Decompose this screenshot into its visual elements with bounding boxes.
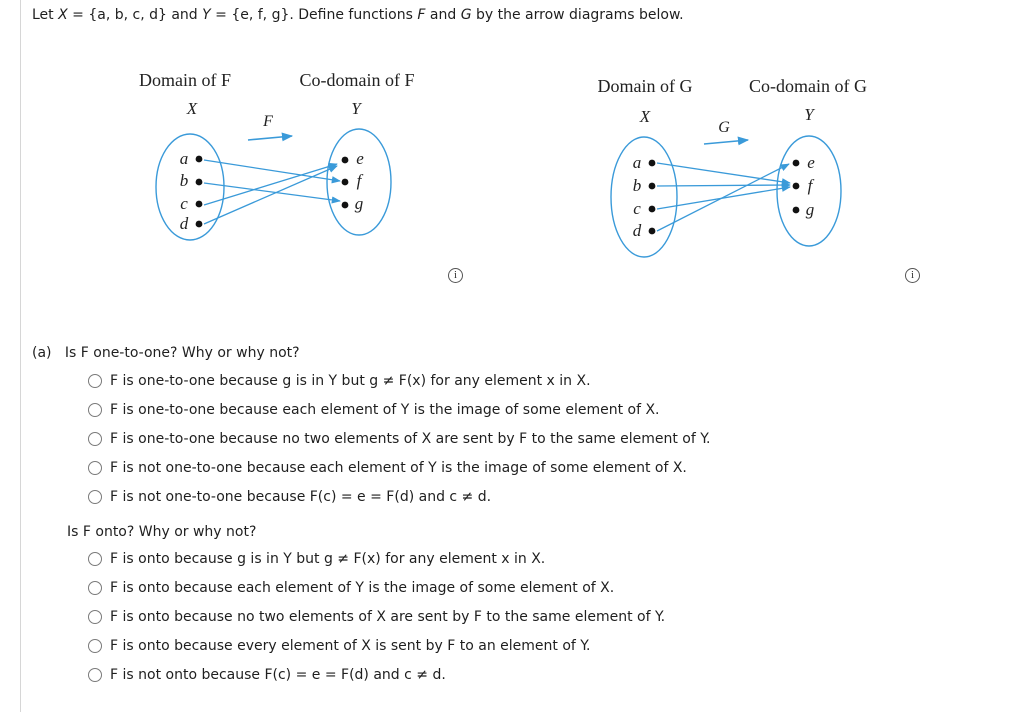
question-a [32, 345, 300, 361]
domain-title: Domain of F [139, 70, 231, 90]
radio-button[interactable] [88, 461, 102, 475]
domain-element-b: b [179, 171, 189, 190]
domain-ellipse [156, 134, 224, 240]
radio-button[interactable] [88, 639, 102, 653]
option-label: F is one-to-one because each element of Y is the image of some element of X. [110, 402, 660, 418]
problem-statement: Let X = {a, b, c, d} and Y = {e, f, g}. Define functions F and G by the arrow diagrams below. [32, 7, 684, 23]
dot-g [793, 207, 800, 214]
codomain-element-g: g [805, 200, 815, 219]
radio-button[interactable] [88, 490, 102, 504]
arrow-a-to-f [204, 160, 340, 181]
codomain-element-g: g [354, 194, 364, 213]
dot-e [793, 160, 800, 167]
function-arrow [248, 136, 292, 140]
dot-d [196, 221, 203, 228]
option-b5[interactable] [88, 667, 446, 683]
domain-element-c: c [633, 199, 641, 218]
option-label: F is not one-to-one because each element of Y is the image of some element of X. [110, 460, 687, 476]
option-a3[interactable] [88, 431, 710, 447]
radio-button[interactable] [88, 374, 102, 388]
question-b-prompt: Is F onto? Why or why not? [67, 524, 257, 540]
codomain-element-e: e [356, 149, 364, 168]
dot-b [196, 179, 203, 186]
function-label: G [718, 119, 730, 136]
option-b1[interactable] [88, 551, 545, 567]
dot-a [649, 160, 656, 167]
function-label: F [263, 113, 273, 130]
option-b2[interactable] [88, 580, 614, 596]
radio-button[interactable] [88, 581, 102, 595]
dot-e [342, 157, 349, 164]
codomain-title: Co-domain of F [299, 70, 415, 90]
option-a1[interactable] [88, 373, 591, 389]
codomain-element-f: f [807, 176, 813, 195]
codomain-element-f: f [356, 171, 362, 190]
dot-d [649, 228, 656, 235]
option-label: F is onto because every element of X is sent by F to an element of Y. [110, 638, 591, 654]
radio-button[interactable] [88, 668, 102, 682]
dot-f [793, 183, 800, 190]
option-a2[interactable] [88, 402, 660, 418]
part-label: (a) [32, 345, 52, 361]
domain-element-d: d [632, 221, 642, 240]
domain-ellipse [611, 137, 677, 257]
info-icon[interactable]: i [905, 268, 920, 283]
codomain-set-label: Y [804, 105, 814, 124]
option-label: F is one-to-one because no two elements of X are sent by F to the same element of Y. [110, 431, 711, 447]
option-a5[interactable] [88, 489, 491, 505]
codomain-title: Co-domain of G [749, 76, 867, 96]
domain-set-label: X [186, 99, 198, 118]
radio-button[interactable] [88, 432, 102, 446]
option-label: F is one-to-one because g is in Y but g ≠ F(x) for any element x in X. [110, 373, 591, 389]
domain-element-c: c [180, 194, 188, 213]
option-label: F is not one-to-one because F(c) = e = F(d) and c ≠ d. [110, 489, 492, 505]
dot-c [649, 206, 656, 213]
question-a-prompt: Is F one-to-one? Why or why not? [64, 345, 300, 361]
domain-element-d: d [179, 214, 189, 233]
option-label: F is onto because g is in Y but g ≠ F(x) for any element x in X. [110, 551, 546, 567]
dot-a [196, 156, 203, 163]
info-icon[interactable]: i [448, 268, 463, 283]
option-b4[interactable] [88, 638, 590, 654]
dot-b [649, 183, 656, 190]
domain-title: Domain of G [597, 76, 693, 96]
dot-g [342, 202, 349, 209]
option-label: F is onto because no two elements of X are sent by F to the same element of Y. [110, 609, 666, 625]
domain-element-a: a [632, 153, 642, 172]
domain-element-b: b [632, 176, 642, 195]
option-label: F is onto because each element of Y is the image of some element of X. [110, 580, 615, 596]
domain-element-a: a [179, 149, 189, 168]
option-a4[interactable] [88, 460, 687, 476]
arrow-diagram-g [582, 60, 892, 270]
codomain-set-label: Y [351, 99, 361, 118]
option-label: F is not onto because F(c) = e = F(d) and c ≠ d. [110, 667, 446, 683]
arrow-diagram-f [130, 60, 440, 270]
dot-c [196, 201, 203, 208]
dot-f [342, 179, 349, 186]
codomain-element-e: e [807, 153, 815, 172]
radio-button[interactable] [88, 610, 102, 624]
option-b3[interactable] [88, 609, 665, 625]
function-arrow [704, 140, 748, 144]
radio-button[interactable] [88, 552, 102, 566]
radio-button[interactable] [88, 403, 102, 417]
domain-set-label: X [639, 107, 651, 126]
